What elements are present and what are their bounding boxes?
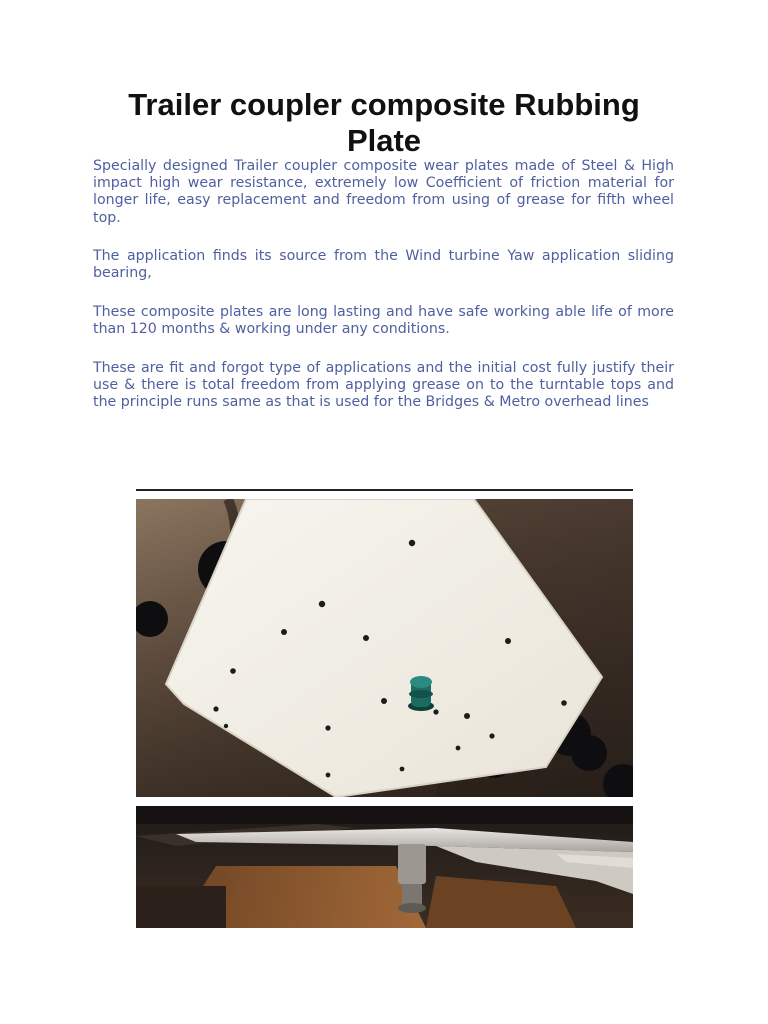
photo-rubbing-plate-side-view [136,806,633,928]
stud-bolt-icon [398,844,426,913]
paragraph-description: Specially designed Trailer coupler composite wear plates made of Steel & High impact high wear resistance, extremely low Coefficient of friction material for longer life, easy replacement and freedom from using of grease for fifth wheel top. [93,158,674,226]
photo-rubbing-plate-underside [136,499,633,797]
page-title: Trailer coupler composite Rubbing Plate [128,87,640,158]
center-stud-icon [408,676,434,711]
paragraph-fit-and-forget: These are fit and forgot type of applications and the initial cost fully justify their use & there is total freedom from applying grease on to the turntable tops and the principle runs same as that is used for the Bridges & Metro overhead lines [93,360,674,411]
divider-line [136,489,633,491]
paragraph-lifetime: These composite plates are long lasting and have safe working able life of more than 120 months & working under any conditions. [93,304,674,338]
paragraph-application-source: The application finds its source from the Wind turbine Yaw application sliding bearing, [93,248,674,282]
